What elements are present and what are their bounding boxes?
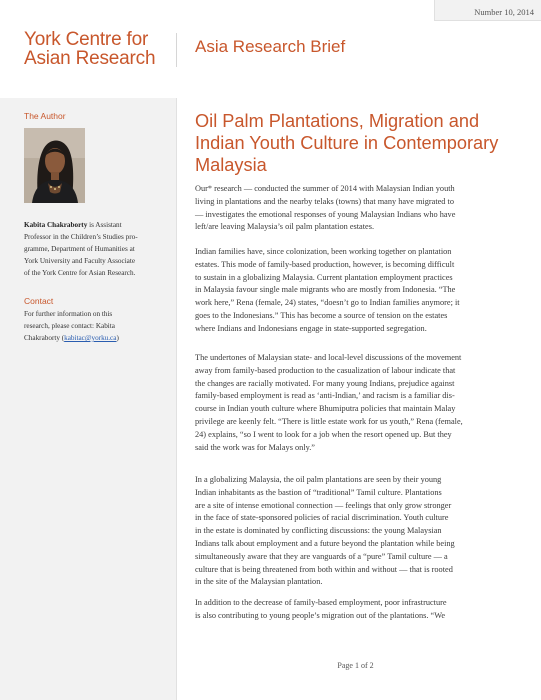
p2-line-2: estates. This mode of family-based production, however, is becoming difficult [195, 259, 455, 269]
brief-series-title: Asia Research Brief [195, 37, 346, 56]
p1-line-2: living in plantations and the nearby telaks (towns) that many have migrated to [195, 196, 454, 206]
p4-line-2: Indian inhabitants as the bastion of “traditional” Tamil culture. Plantations [195, 487, 442, 497]
p4-line-6: Indians talk about employment and a future beyond the plantation while being [195, 538, 455, 548]
p4-line-3: are a site of intense emotional connection — feelings that only grow stronger [195, 500, 452, 510]
p3-line-6: privilege are keenly felt. “There is little estate work for us youth,” Rena (female, [195, 416, 463, 426]
p3-line-5: course in Indian youth culture where Bhumiputra policies that maintain Malay [195, 404, 456, 414]
p1-line-4: left/are leaving Malaysia’s oil palm plantation estates. [195, 222, 375, 232]
p2-line-4: in Malaysia favour single male migrants who are mostly from Indonesia. “The [195, 285, 456, 295]
p2-line-1: Indian families have, since colonization, been working together on plantation [195, 247, 452, 256]
p4-line-5: in the estate is dominated by conflicting discussions: the young Malaysian [195, 526, 442, 536]
paragraph-2 [195, 246, 525, 336]
p3-line-3: the changes are racially motivated. For many young Indians, prejudice against [195, 378, 455, 388]
p3-line-2: away from family-based production to the casualization of labour indicate that [195, 365, 456, 375]
org-name-line-2: Asian Research [24, 48, 156, 69]
sidebar-divider [176, 98, 177, 700]
header-divider [176, 33, 177, 67]
p4-line-1: In a globalizing Malaysia, the oil palm plantations are seen by their young [195, 475, 442, 484]
contact-line-2: research, please contact: Kabita [24, 322, 115, 330]
contact-info [24, 308, 156, 344]
author-name: Kabita Chakraborty [24, 221, 88, 229]
paragraph-5 [195, 597, 525, 623]
author-bio-line-1: is Assistant [87, 221, 122, 229]
article-title [195, 110, 525, 176]
author-heading: The Author [24, 111, 66, 121]
title-line-2: Indian Youth Culture in Contemporary [195, 133, 499, 153]
p1-line-3: — investigates the emotional responses of young Malaysian Indians who have [195, 209, 456, 219]
p2-line-7: where Indians and Indonesians engage in state-supported segregation. [195, 323, 427, 333]
p5-line-2: is also contributing to young people’s migration out of the plantations. “We [195, 610, 446, 620]
issue-number: Number 10, 2014 [474, 7, 534, 17]
p4-line-4: in the face of state-sponsored policies of racial discrimination. Youth culture [195, 513, 449, 523]
p3-line-7: 24) explains, “so I went to look for a job when the resort opened up. But they [195, 429, 452, 439]
author-bio-line-5: of the York Centre for Asian Research. [24, 269, 136, 277]
p4-line-8: culture that is being threatened from both within and without — that is rooted [195, 564, 453, 574]
p2-line-6: goes to the Indonesians.” This has become a source of tension on the estates [195, 310, 448, 320]
contact-email-link[interactable]: kabitac@yorku.ca [64, 334, 117, 342]
p2-line-3: to sustain in a globalizing Malaysia. Current plantation employment practices [195, 272, 453, 282]
org-name-line-1: York Centre for [24, 29, 149, 50]
contact-line-3: Chakraborty ( [24, 334, 65, 342]
author-portrait-image [24, 128, 85, 203]
issue-tab [434, 0, 541, 21]
paragraph-3 [195, 352, 525, 454]
title-line-1: Oil Palm Plantations, Migration and [195, 111, 480, 131]
author-bio [24, 219, 156, 279]
contact-close: ) [116, 334, 119, 342]
p5-line-1: In addition to the decrease of family-based employment, poor infrastructure [195, 598, 447, 607]
paragraph-4 [195, 474, 525, 589]
author-bio-line-3: gramme, Department of Humanities at [24, 245, 135, 253]
paragraph-1 [195, 183, 525, 234]
title-line-3: Malaysia [195, 155, 267, 175]
p4-line-9: in the site of the Malaysian plantation. [195, 577, 323, 587]
author-bio-line-2: Professor in the Children’s Studies pro- [24, 233, 138, 241]
p3-line-1: The undertones of Malaysian state- and local-level discussions of the movement [195, 353, 462, 362]
p2-line-5: work here,” Rena (female, 24) states, “doesn’t go to Indian families anymore; it [195, 298, 460, 308]
p4-line-7: simultaneously aware that they are vanguards of a “pure” Tamil culture — a [195, 551, 448, 561]
author-bio-line-4: York University and Faculty Associate [24, 257, 136, 265]
contact-line-1: For further information on this [24, 310, 113, 318]
p1-line-1: Our* research — conducted the summer of 2014 with Malaysian Indian youth [195, 184, 455, 193]
author-photo [24, 128, 85, 203]
p3-line-4: family-based employment is read as ‘anti-Indian,’ and racism is a familiar dis- [195, 391, 455, 401]
p3-line-8: said the work was for Malays only.” [195, 442, 315, 452]
page-number: Page 1 of 2 [337, 661, 374, 670]
contact-heading: Contact [24, 296, 54, 306]
